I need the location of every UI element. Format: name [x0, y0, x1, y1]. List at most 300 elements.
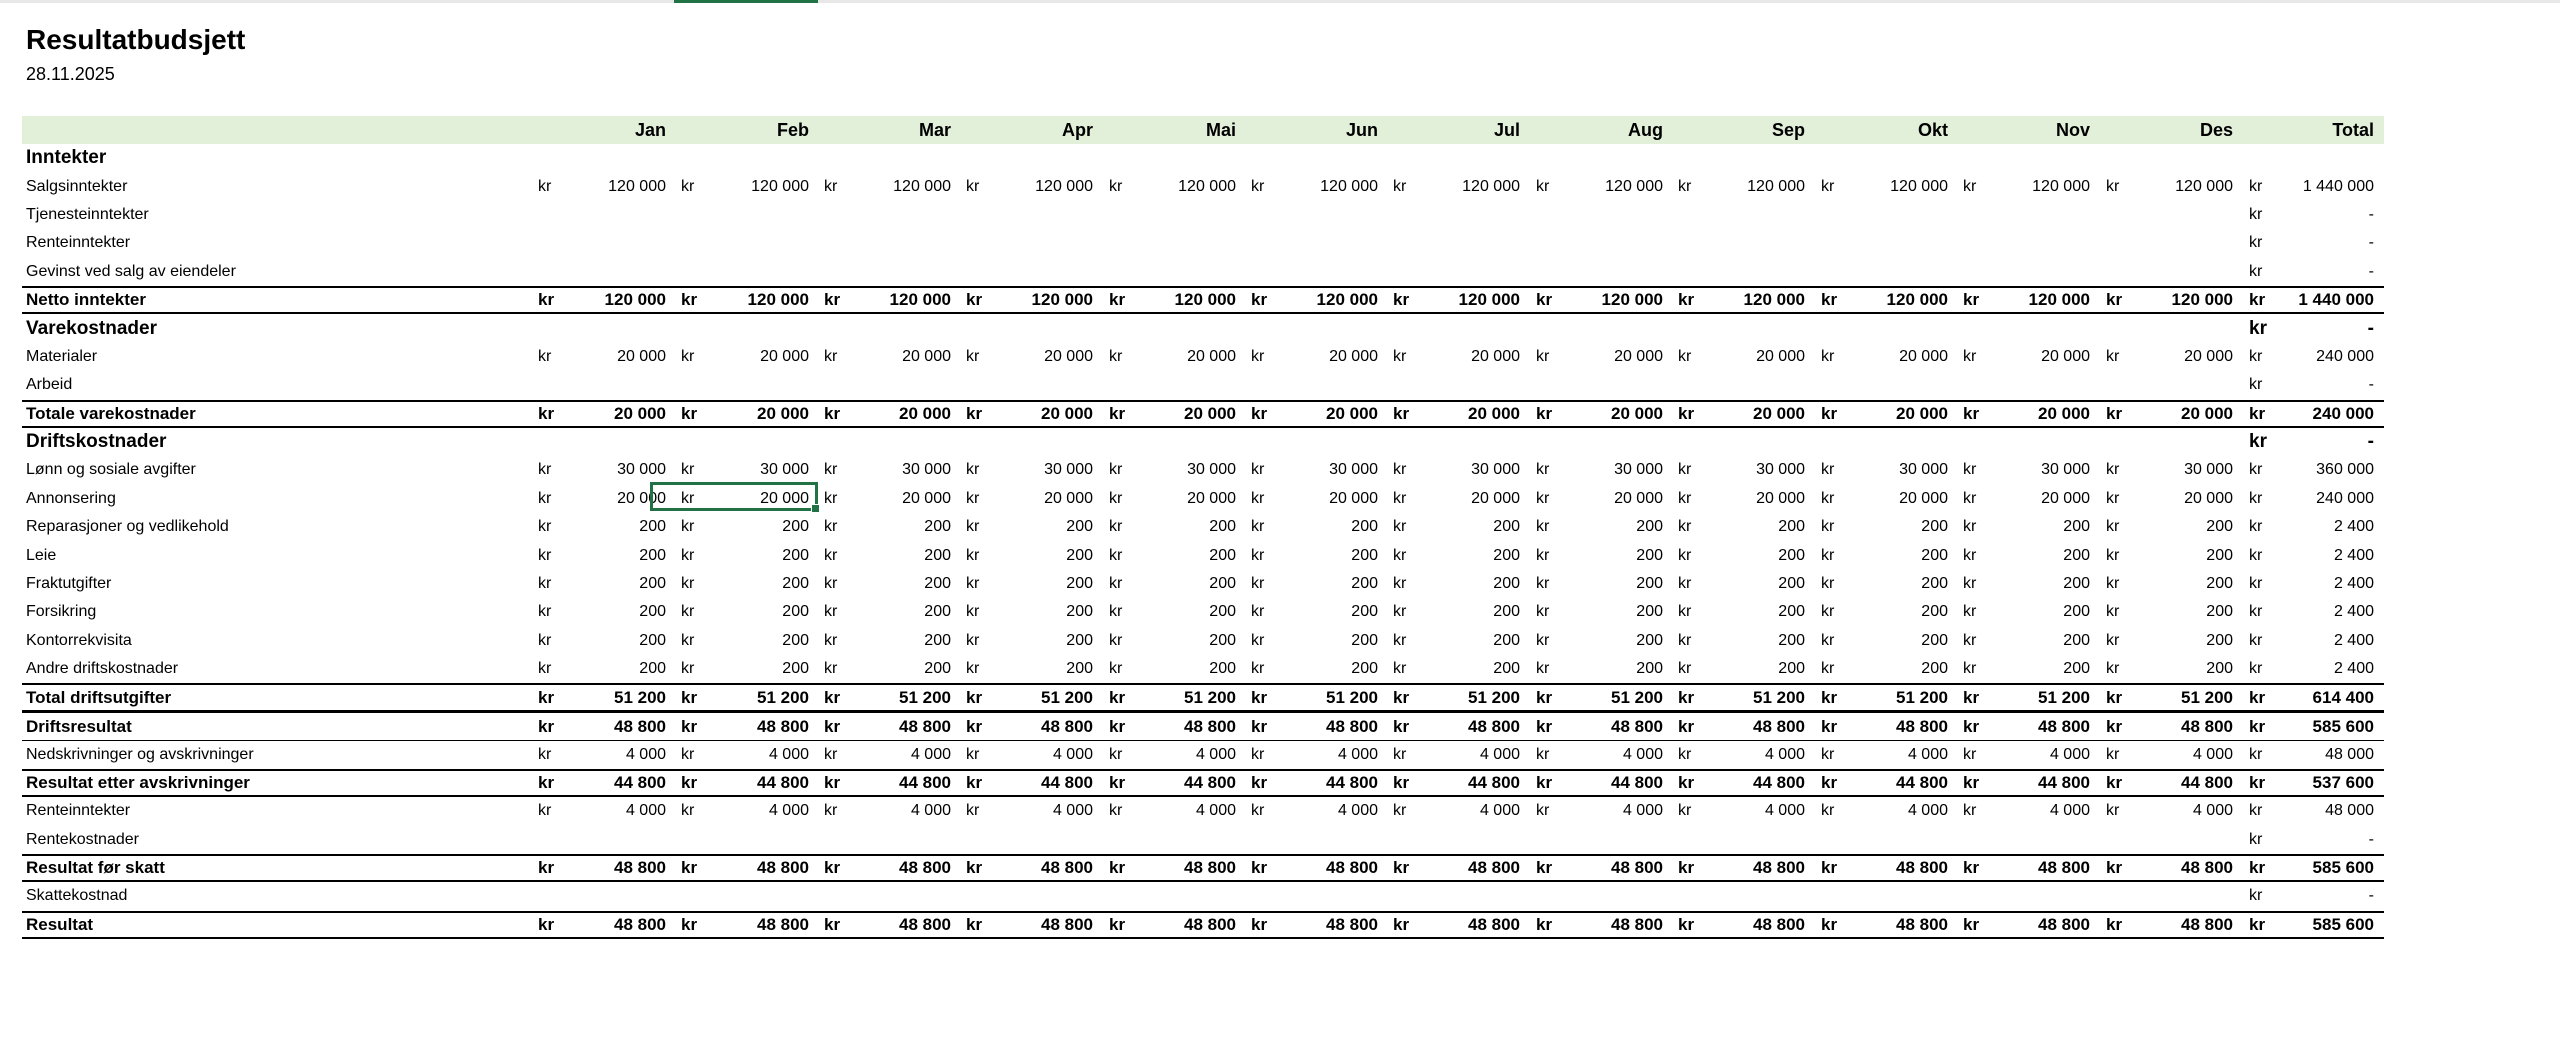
currency-cell[interactable]: kr	[2106, 290, 2123, 310]
currency-cell[interactable]: kr	[1536, 772, 1553, 792]
value-cell[interactable]: 48 800	[757, 914, 809, 934]
value-cell[interactable]: 20 000	[2184, 347, 2233, 365]
value-cell[interactable]: 120 000	[1320, 177, 1378, 195]
value-cell[interactable]: 48 800	[1184, 914, 1236, 934]
currency-cell[interactable]: kr	[2106, 660, 2120, 678]
currency-cell[interactable]: kr	[1109, 546, 1123, 564]
value-cell[interactable]: 44 800	[757, 772, 809, 792]
currency-cell[interactable]: kr	[538, 660, 552, 678]
currency-cell[interactable]: kr	[824, 461, 838, 479]
currency-cell[interactable]: kr	[2106, 857, 2123, 877]
currency-cell[interactable]: kr	[681, 745, 695, 763]
currency-cell[interactable]: kr	[824, 772, 841, 792]
currency-cell[interactable]: kr	[2249, 772, 2266, 792]
currency-cell[interactable]: kr	[1536, 518, 1550, 536]
value-cell[interactable]: 20 000	[2041, 489, 2090, 507]
currency-cell[interactable]: kr	[1109, 603, 1123, 621]
currency-cell[interactable]: kr	[538, 403, 555, 423]
total-cell[interactable]: 585 600	[2312, 914, 2374, 934]
currency-cell[interactable]: kr	[681, 546, 695, 564]
row-label[interactable]: Arbeid	[26, 376, 73, 394]
value-cell[interactable]: 120 000	[1743, 290, 1805, 310]
total-cell[interactable]: 2 400	[2333, 603, 2374, 621]
value-cell[interactable]: 120 000	[2032, 177, 2090, 195]
value-cell[interactable]: 20 000	[1468, 403, 1520, 423]
value-cell[interactable]: 20 000	[2038, 403, 2090, 423]
currency-cell[interactable]: kr	[824, 347, 838, 365]
value-cell[interactable]: 30 000	[2184, 461, 2233, 479]
total-cell[interactable]: 48 000	[2325, 802, 2374, 820]
currency-cell[interactable]: kr	[538, 914, 555, 934]
value-cell[interactable]: 200	[2063, 631, 2090, 649]
currency-cell[interactable]: kr	[1251, 631, 1265, 649]
currency-cell[interactable]: kr	[2249, 317, 2267, 339]
value-cell[interactable]: 20 000	[899, 403, 951, 423]
value-cell[interactable]: 120 000	[608, 177, 666, 195]
currency-cell[interactable]: kr	[2249, 518, 2263, 536]
currency-cell[interactable]: kr	[824, 660, 838, 678]
currency-cell[interactable]: kr	[681, 857, 698, 877]
currency-cell[interactable]: kr	[1963, 546, 1977, 564]
currency-cell[interactable]: kr	[2249, 716, 2266, 736]
value-cell[interactable]: 20 000	[1326, 403, 1378, 423]
value-cell[interactable]: 48 800	[1326, 857, 1378, 877]
total-cell[interactable]: 240 000	[2316, 489, 2374, 507]
value-cell[interactable]: 30 000	[1187, 461, 1236, 479]
currency-cell[interactable]: kr	[681, 347, 695, 365]
value-cell[interactable]: 30 000	[1756, 461, 1805, 479]
currency-cell[interactable]: kr	[966, 914, 983, 934]
currency-cell[interactable]: kr	[1393, 461, 1407, 479]
currency-cell[interactable]: kr	[1678, 914, 1695, 934]
value-cell[interactable]: 30 000	[1471, 461, 1520, 479]
currency-cell[interactable]: kr	[2106, 403, 2123, 423]
value-cell[interactable]: 48 800	[1611, 716, 1663, 736]
currency-cell[interactable]: kr	[2106, 687, 2123, 707]
total-cell[interactable]: -	[2368, 376, 2374, 394]
currency-cell[interactable]: kr	[1536, 914, 1553, 934]
currency-cell[interactable]: kr	[2249, 575, 2263, 593]
value-cell[interactable]: 48 800	[2181, 914, 2233, 934]
value-cell[interactable]: 200	[1921, 631, 1948, 649]
currency-cell[interactable]: kr	[1678, 857, 1695, 877]
value-cell[interactable]: 200	[782, 603, 809, 621]
currency-cell[interactable]: kr	[1251, 461, 1265, 479]
currency-cell[interactable]: kr	[966, 489, 980, 507]
currency-cell[interactable]: kr	[824, 857, 841, 877]
currency-cell[interactable]: kr	[1536, 660, 1550, 678]
currency-cell[interactable]: kr	[1393, 575, 1407, 593]
value-cell[interactable]: 20 000	[757, 403, 809, 423]
currency-cell[interactable]: kr	[1536, 177, 1550, 195]
row-label[interactable]: Andre driftskostnader	[26, 660, 179, 678]
currency-cell[interactable]: kr	[1393, 546, 1407, 564]
currency-cell[interactable]: kr	[1963, 290, 1980, 310]
value-cell[interactable]: 48 800	[2181, 857, 2233, 877]
currency-cell[interactable]: kr	[538, 546, 552, 564]
value-cell[interactable]: 120 000	[2028, 290, 2090, 310]
value-cell[interactable]: 200	[1778, 575, 1805, 593]
currency-cell[interactable]: kr	[1536, 716, 1553, 736]
currency-cell[interactable]: kr	[1109, 857, 1126, 877]
currency-cell[interactable]: kr	[1393, 772, 1410, 792]
row-label[interactable]: Varekostnader	[26, 317, 157, 339]
currency-cell[interactable]: kr	[1678, 403, 1695, 423]
currency-cell[interactable]: kr	[824, 687, 841, 707]
currency-cell[interactable]: kr	[966, 518, 980, 536]
currency-cell[interactable]: kr	[2249, 631, 2263, 649]
currency-cell[interactable]: kr	[2106, 716, 2123, 736]
currency-cell[interactable]: kr	[1821, 177, 1835, 195]
value-cell[interactable]: 20 000	[1756, 347, 1805, 365]
value-cell[interactable]: 200	[2063, 575, 2090, 593]
value-cell[interactable]: 20 000	[1896, 403, 1948, 423]
total-cell[interactable]: 2 400	[2333, 546, 2374, 564]
value-cell[interactable]: 200	[782, 546, 809, 564]
value-cell[interactable]: 200	[2206, 631, 2233, 649]
total-cell[interactable]: 585 600	[2312, 716, 2374, 736]
currency-cell[interactable]: kr	[1109, 575, 1123, 593]
value-cell[interactable]: 200	[639, 603, 666, 621]
value-cell[interactable]: 51 200	[614, 687, 666, 707]
currency-cell[interactable]: kr	[1536, 489, 1550, 507]
row-label[interactable]: Gevinst ved salg av eiendeler	[26, 262, 236, 280]
value-cell[interactable]: 48 800	[1896, 857, 1948, 877]
row-label[interactable]: Lønn og sosiale avgifter	[26, 461, 196, 479]
value-cell[interactable]: 200	[639, 660, 666, 678]
currency-cell[interactable]: kr	[1536, 603, 1550, 621]
value-cell[interactable]: 200	[1493, 631, 1520, 649]
value-cell[interactable]: 51 200	[1611, 687, 1663, 707]
currency-cell[interactable]: kr	[966, 546, 980, 564]
currency-cell[interactable]: kr	[2249, 546, 2263, 564]
value-cell[interactable]: 20 000	[617, 489, 666, 507]
value-cell[interactable]: 120 000	[1462, 177, 1520, 195]
value-cell[interactable]: 4 000	[910, 802, 951, 820]
value-cell[interactable]: 200	[1493, 546, 1520, 564]
value-cell[interactable]: 48 800	[899, 914, 951, 934]
currency-cell[interactable]: kr	[1963, 802, 1977, 820]
currency-cell[interactable]: kr	[681, 660, 695, 678]
value-cell[interactable]: 48 800	[1326, 716, 1378, 736]
value-cell[interactable]: 51 200	[1184, 687, 1236, 707]
currency-cell[interactable]: kr	[2106, 177, 2120, 195]
row-label[interactable]: Renteinntekter	[26, 234, 131, 252]
value-cell[interactable]: 48 800	[1326, 914, 1378, 934]
currency-cell[interactable]: kr	[2249, 431, 2267, 453]
value-cell[interactable]: 200	[782, 660, 809, 678]
currency-cell[interactable]: kr	[1821, 575, 1835, 593]
currency-cell[interactable]: kr	[2249, 687, 2266, 707]
currency-cell[interactable]: kr	[2106, 546, 2120, 564]
currency-cell[interactable]: kr	[966, 857, 983, 877]
value-cell[interactable]: 30 000	[902, 461, 951, 479]
value-cell[interactable]: 200	[1636, 575, 1663, 593]
value-cell[interactable]: 4 000	[2192, 745, 2233, 763]
currency-cell[interactable]: kr	[1251, 772, 1268, 792]
currency-cell[interactable]: kr	[824, 745, 838, 763]
value-cell[interactable]: 200	[2206, 546, 2233, 564]
currency-cell[interactable]: kr	[1963, 177, 1977, 195]
currency-cell[interactable]: kr	[538, 857, 555, 877]
currency-cell[interactable]: kr	[1963, 857, 1980, 877]
currency-cell[interactable]: kr	[1251, 403, 1268, 423]
value-cell[interactable]: 200	[1778, 518, 1805, 536]
value-cell[interactable]: 200	[1066, 546, 1093, 564]
value-cell[interactable]: 200	[1209, 660, 1236, 678]
currency-cell[interactable]: kr	[1109, 772, 1126, 792]
currency-cell[interactable]: kr	[1251, 914, 1268, 934]
month-header[interactable]: Jan	[634, 119, 666, 140]
currency-cell[interactable]: kr	[1536, 347, 1550, 365]
value-cell[interactable]: 200	[1066, 660, 1093, 678]
value-cell[interactable]: 200	[1351, 631, 1378, 649]
value-cell[interactable]: 48 800	[614, 857, 666, 877]
value-cell[interactable]: 200	[1351, 660, 1378, 678]
currency-cell[interactable]: kr	[2249, 745, 2263, 763]
currency-cell[interactable]: kr	[1536, 687, 1553, 707]
currency-cell[interactable]: kr	[1393, 403, 1410, 423]
value-cell[interactable]: 4 000	[1764, 802, 1805, 820]
currency-cell[interactable]: kr	[1963, 603, 1977, 621]
total-cell[interactable]: -	[2368, 887, 2374, 905]
value-cell[interactable]: 200	[1636, 603, 1663, 621]
currency-cell[interactable]: kr	[681, 489, 695, 507]
currency-cell[interactable]: kr	[1536, 745, 1550, 763]
value-cell[interactable]: 20 000	[760, 489, 809, 507]
month-header[interactable]: Apr	[1062, 119, 1093, 140]
currency-cell[interactable]: kr	[1963, 687, 1980, 707]
currency-cell[interactable]: kr	[681, 914, 698, 934]
currency-cell[interactable]: kr	[1536, 575, 1550, 593]
currency-cell[interactable]: kr	[1393, 660, 1407, 678]
currency-cell[interactable]: kr	[2249, 403, 2266, 423]
currency-cell[interactable]: kr	[1393, 716, 1410, 736]
value-cell[interactable]: 200	[1921, 603, 1948, 621]
value-cell[interactable]: 48 800	[899, 716, 951, 736]
currency-cell[interactable]: kr	[1393, 290, 1410, 310]
total-cell[interactable]: 1 440 000	[2302, 177, 2374, 195]
value-cell[interactable]: 44 800	[1326, 772, 1378, 792]
value-cell[interactable]: 20 000	[902, 489, 951, 507]
currency-cell[interactable]: kr	[824, 403, 841, 423]
currency-cell[interactable]: kr	[2249, 802, 2263, 820]
currency-cell[interactable]: kr	[1678, 772, 1695, 792]
currency-cell[interactable]: kr	[1678, 546, 1692, 564]
value-cell[interactable]: 200	[1351, 603, 1378, 621]
currency-cell[interactable]: kr	[1109, 177, 1123, 195]
value-cell[interactable]: 200	[1778, 603, 1805, 621]
currency-cell[interactable]: kr	[1251, 518, 1265, 536]
total-cell[interactable]: 2 400	[2333, 631, 2374, 649]
value-cell[interactable]: 4 000	[768, 802, 809, 820]
value-cell[interactable]: 20 000	[1756, 489, 1805, 507]
value-cell[interactable]: 30 000	[1614, 461, 1663, 479]
currency-cell[interactable]: kr	[1393, 687, 1410, 707]
total-cell[interactable]: 1 440 000	[2298, 290, 2374, 310]
value-cell[interactable]: 4 000	[1907, 745, 1948, 763]
currency-cell[interactable]: kr	[1393, 914, 1410, 934]
currency-cell[interactable]: kr	[1251, 347, 1265, 365]
currency-cell[interactable]: kr	[1109, 802, 1123, 820]
currency-cell[interactable]: kr	[681, 716, 698, 736]
value-cell[interactable]: 48 800	[757, 857, 809, 877]
row-label[interactable]: Kontorrekvisita	[26, 631, 132, 649]
currency-cell[interactable]: kr	[1109, 489, 1123, 507]
currency-cell[interactable]: kr	[824, 290, 841, 310]
currency-cell[interactable]: kr	[2106, 914, 2123, 934]
value-cell[interactable]: 200	[1493, 575, 1520, 593]
currency-cell[interactable]: kr	[824, 177, 838, 195]
currency-cell[interactable]: kr	[2106, 631, 2120, 649]
value-cell[interactable]: 200	[639, 631, 666, 649]
currency-cell[interactable]: kr	[2106, 802, 2120, 820]
value-cell[interactable]: 120 000	[1178, 177, 1236, 195]
currency-cell[interactable]: kr	[538, 518, 552, 536]
currency-cell[interactable]: kr	[1678, 489, 1692, 507]
value-cell[interactable]: 30 000	[1044, 461, 1093, 479]
month-header[interactable]: Des	[2199, 119, 2233, 140]
value-cell[interactable]: 200	[2063, 518, 2090, 536]
currency-cell[interactable]: kr	[1536, 631, 1550, 649]
total-cell[interactable]: 585 600	[2312, 857, 2374, 877]
currency-cell[interactable]: kr	[681, 177, 695, 195]
value-cell[interactable]: 4 000	[1052, 745, 1093, 763]
value-cell[interactable]: 48 800	[2181, 716, 2233, 736]
currency-cell[interactable]: kr	[1678, 660, 1692, 678]
currency-cell[interactable]: kr	[2249, 234, 2263, 252]
currency-cell[interactable]: kr	[1821, 687, 1838, 707]
currency-cell[interactable]: kr	[824, 575, 838, 593]
value-cell[interactable]: 4 000	[1622, 745, 1663, 763]
value-cell[interactable]: 200	[2063, 603, 2090, 621]
value-cell[interactable]: 200	[1209, 603, 1236, 621]
currency-cell[interactable]: kr	[966, 687, 983, 707]
currency-cell[interactable]: kr	[966, 660, 980, 678]
value-cell[interactable]: 120 000	[2171, 290, 2233, 310]
currency-cell[interactable]: kr	[1251, 603, 1265, 621]
value-cell[interactable]: 48 800	[1611, 857, 1663, 877]
currency-cell[interactable]: kr	[2249, 205, 2263, 223]
currency-cell[interactable]: kr	[681, 687, 698, 707]
value-cell[interactable]: 20 000	[1044, 347, 1093, 365]
total-cell[interactable]: 614 400	[2312, 687, 2374, 707]
value-cell[interactable]: 4 000	[1337, 802, 1378, 820]
row-label[interactable]: Driftsresultat	[26, 716, 132, 736]
currency-cell[interactable]: kr	[966, 631, 980, 649]
value-cell[interactable]: 48 800	[614, 914, 666, 934]
currency-cell[interactable]: kr	[966, 290, 983, 310]
row-label[interactable]: Salgsinntekter	[26, 177, 128, 195]
total-cell[interactable]: 360 000	[2316, 461, 2374, 479]
total-cell[interactable]: -	[2368, 830, 2374, 848]
value-cell[interactable]: 20 000	[1184, 403, 1236, 423]
value-cell[interactable]: 120 000	[1316, 290, 1378, 310]
value-cell[interactable]: 200	[639, 518, 666, 536]
currency-cell[interactable]: kr	[966, 802, 980, 820]
currency-cell[interactable]: kr	[824, 914, 841, 934]
value-cell[interactable]: 120 000	[1035, 177, 1093, 195]
currency-cell[interactable]: kr	[538, 461, 552, 479]
value-cell[interactable]: 120 000	[1747, 177, 1805, 195]
month-header[interactable]: Nov	[2055, 119, 2090, 140]
value-cell[interactable]: 44 800	[1611, 772, 1663, 792]
currency-cell[interactable]: kr	[2249, 830, 2263, 848]
value-cell[interactable]: 48 800	[1041, 914, 1093, 934]
currency-cell[interactable]: kr	[1678, 687, 1695, 707]
value-cell[interactable]: 200	[2063, 546, 2090, 564]
currency-cell[interactable]: kr	[538, 802, 552, 820]
value-cell[interactable]: 4 000	[1195, 802, 1236, 820]
value-cell[interactable]: 200	[2206, 660, 2233, 678]
currency-cell[interactable]: kr	[1251, 745, 1265, 763]
currency-cell[interactable]: kr	[1963, 745, 1977, 763]
currency-cell[interactable]: kr	[1678, 177, 1692, 195]
currency-cell[interactable]: kr	[538, 631, 552, 649]
currency-cell[interactable]: kr	[966, 403, 983, 423]
row-label[interactable]: Reparasjoner og vedlikehold	[26, 518, 229, 536]
currency-cell[interactable]: kr	[1963, 772, 1980, 792]
currency-cell[interactable]: kr	[1963, 489, 1977, 507]
total-cell[interactable]: -	[2368, 262, 2374, 280]
value-cell[interactable]: 120 000	[893, 177, 951, 195]
currency-cell[interactable]: kr	[538, 290, 555, 310]
value-cell[interactable]: 200	[639, 575, 666, 593]
value-cell[interactable]: 20 000	[1471, 347, 1520, 365]
month-header[interactable]: Jun	[1345, 119, 1378, 140]
value-cell[interactable]: 200	[1778, 660, 1805, 678]
row-label[interactable]: Materialer	[26, 347, 98, 365]
currency-cell[interactable]: kr	[1251, 489, 1265, 507]
currency-cell[interactable]: kr	[681, 802, 695, 820]
value-cell[interactable]: 48 800	[1611, 914, 1663, 934]
value-cell[interactable]: 51 200	[899, 687, 951, 707]
value-cell[interactable]: 30 000	[1899, 461, 1948, 479]
value-cell[interactable]: 20 000	[1329, 347, 1378, 365]
currency-cell[interactable]: kr	[1393, 857, 1410, 877]
currency-cell[interactable]: kr	[1393, 603, 1407, 621]
currency-cell[interactable]: kr	[1678, 518, 1692, 536]
month-header[interactable]: Mar	[918, 119, 951, 140]
value-cell[interactable]: 20 000	[1611, 403, 1663, 423]
value-cell[interactable]: 4 000	[910, 745, 951, 763]
value-cell[interactable]: 44 800	[1468, 772, 1520, 792]
value-cell[interactable]: 200	[1209, 546, 1236, 564]
currency-cell[interactable]: kr	[681, 290, 698, 310]
currency-cell[interactable]: kr	[1536, 802, 1550, 820]
month-header[interactable]: Sep	[1771, 119, 1805, 140]
value-cell[interactable]: 120 000	[1458, 290, 1520, 310]
currency-cell[interactable]: kr	[1678, 716, 1695, 736]
currency-cell[interactable]: kr	[1821, 489, 1835, 507]
value-cell[interactable]: 200	[639, 546, 666, 564]
currency-cell[interactable]: kr	[1109, 745, 1123, 763]
value-cell[interactable]: 30 000	[617, 461, 666, 479]
month-header[interactable]: Mai	[1205, 119, 1236, 140]
value-cell[interactable]: 200	[1351, 518, 1378, 536]
row-label[interactable]: Forsikring	[26, 603, 97, 621]
currency-cell[interactable]: kr	[1821, 914, 1838, 934]
currency-cell[interactable]: kr	[1536, 857, 1553, 877]
currency-cell[interactable]: kr	[2106, 603, 2120, 621]
value-cell[interactable]: 200	[1636, 546, 1663, 564]
currency-cell[interactable]: kr	[1251, 575, 1265, 593]
value-cell[interactable]: 44 800	[899, 772, 951, 792]
currency-cell[interactable]: kr	[2106, 489, 2120, 507]
currency-cell[interactable]: kr	[824, 716, 841, 736]
value-cell[interactable]: 48 800	[2038, 857, 2090, 877]
total-cell[interactable]: -	[2368, 234, 2374, 252]
